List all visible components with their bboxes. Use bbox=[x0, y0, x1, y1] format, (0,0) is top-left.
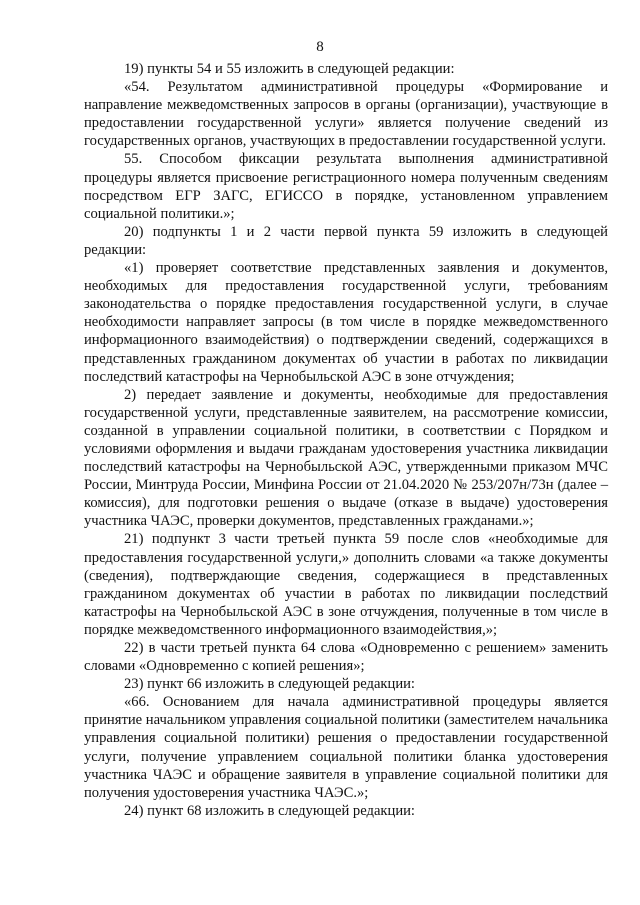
paragraph-point-55: 55. Способом фиксации результата выполнения административной процедуры является присвоение регистрационного номера полученным сведениям посредством ЕГР ЗАГС, ЕГИССО в порядке, установленном управлением социальной политики.»; bbox=[84, 151, 608, 222]
paragraph-item-20: 20) подпункты 1 и 2 части первой пункта 59 изложить в следующей редакции: bbox=[84, 223, 608, 258]
page-number: 8 bbox=[316, 39, 324, 55]
paragraph-item-21: 21) подпункт 3 части третьей пункта 59 после слов «необходимые для предоставления государственной услуги,» дополнить словами «а также документы (сведения), подтверждающие сведения, содержащиеся в представленных гражданином документах об участии в работах по ликвидации последствий катастрофы на Чернобыльской АЭС в зоне отчуждения, полученные в том числе в порядке межведомственного информационного взаимодействия,»; bbox=[84, 531, 608, 638]
paragraph-item-24: 24) пункт 68 изложить в следующей редакции: bbox=[124, 802, 415, 819]
paragraph-item-19: 19) пункты 54 и 55 изложить в следующей редакции: bbox=[124, 61, 455, 77]
paragraph-item-23: 23) пункт 66 изложить в следующей редакции: bbox=[124, 676, 415, 693]
paragraph-point-66: «66. Основанием для начала административной процедуры является принятие начальником управления социальной политики (заместителем начальника управления социальной политики) решения о предоставлении государственной услуги, получение управлением социальной политики бланка удостоверения участника ЧАЭС и обращение заявителя в управление социальной политики для получения удостоверения участника ЧАЭС.»; bbox=[84, 694, 608, 801]
document-body bbox=[84, 60, 608, 820]
paragraph-subpoint-2: 2) передает заявление и документы, необходимые для предоставления государственной услуги, представленные заявителем, на рассмотрение комиссии, созданной в управлении социальной политики, в соответствии с Порядком и условиями оформления и выдачи гражданам удостоверения участника ликвидации последствий катастрофы на Чернобыльской АЭС, утвержденными приказом МЧС России, Минтруда России, Минфина России от 21.04.2020 № 253/207н/73н (далее – комиссия), для подготовки решения о выдаче (отказе в выдаче) удостоверения участника ЧАЭС, проверки документов, представленных гражданами.»; bbox=[84, 386, 608, 530]
paragraph-subpoint-1: «1) проверяет соответствие представленных заявления и документов, необходимых для предоставления государственной услуги, требованиям законодательства о порядке предоставления государственной услуги, в случае необходимости направляет запросы (в том числе в порядке межведомственного информационного взаимодействия) о подтверждении сведений, содержащихся в представленных гражданином документах об участии в работах по ликвидации последствий катастрофы на Чернобыльской АЭС в зоне отчуждения; bbox=[84, 260, 608, 385]
paragraph-point-54: «54. Результатом административной процедуры «Формирование и направление межведомственных запросов в органы (организации), участвующие в предоставлении государственной услуги» является получение сведений из государственных органов, участвующих в предоставлении государственной услуги. bbox=[84, 79, 608, 150]
paragraph-item-22: 22) в части третьей пункта 64 слова «Одновременно с решением» заменить словами «Одновременно с копией решения»; bbox=[84, 640, 608, 675]
